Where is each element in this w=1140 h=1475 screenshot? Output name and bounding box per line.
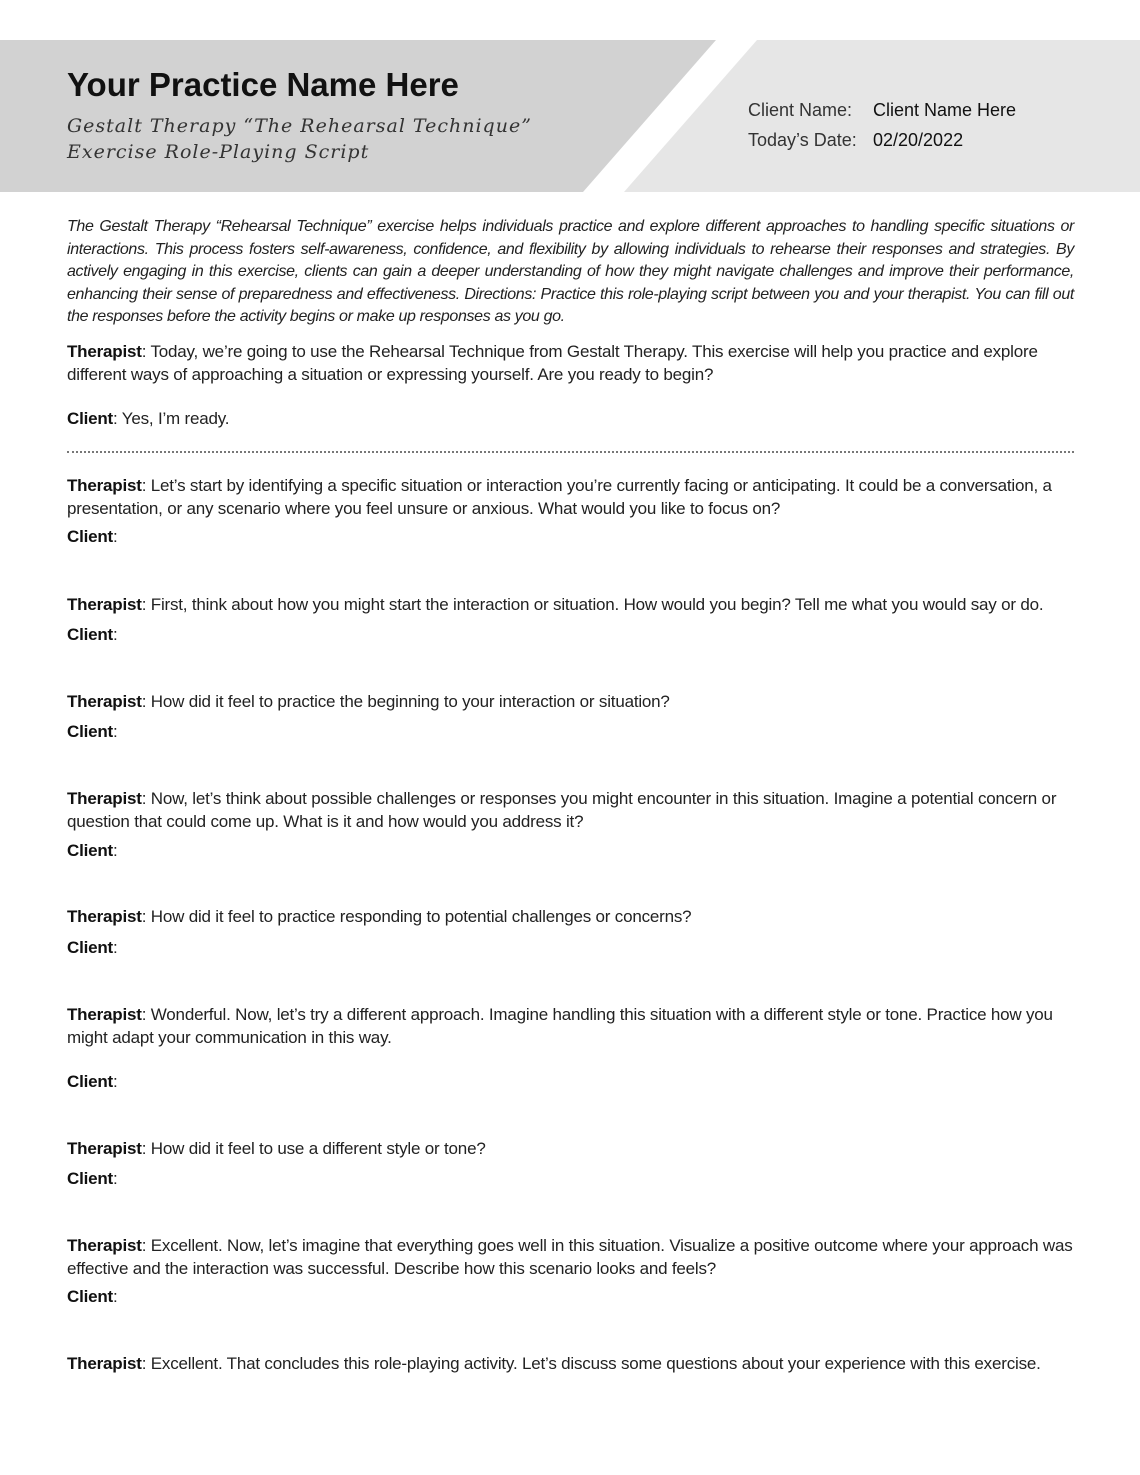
script-line-11 [67, 906, 1077, 929]
script-line-9 [67, 788, 1077, 833]
dialogue-text: : Excellent. That concludes this role-playing activity. Let’s discuss some questions about your experience with this exercise. [141, 1354, 1041, 1373]
script-line-17 [67, 1235, 1077, 1280]
script-line-3 [67, 475, 1077, 520]
dialogue-text: : How did it feel to practice the beginning to your interaction or situation? [141, 692, 670, 711]
dialogue-text: : First, think about how you might start the interaction or situation. How would you begin? Tell me what you would say or do. [141, 595, 1044, 614]
dialogue-text: : How did it feel to practice responding to potential challenges or concerns? [141, 907, 692, 926]
speaker-label: Therapist [67, 907, 142, 926]
speaker-label: Therapist [67, 476, 142, 495]
response-field[interactable]: : [113, 1072, 118, 1091]
client-response-6[interactable] [67, 1071, 1077, 1094]
dialogue-text: : Now, let’s think about possible challenges or responses you might encounter in this situation. Imagine a potential concern or question that could come up. What is it and how would you address it? [67, 789, 1057, 831]
client-response-1[interactable] [67, 526, 1077, 549]
client-response-8[interactable] [67, 1286, 1077, 1309]
response-field[interactable]: : [113, 722, 118, 741]
script-line-19 [67, 1353, 1077, 1376]
response-field[interactable]: : [113, 1169, 118, 1188]
date-label: Today’s Date: [748, 130, 857, 150]
speaker-label: Therapist [67, 692, 142, 711]
response-field[interactable]: : [113, 1287, 118, 1306]
client-response-3[interactable] [67, 721, 1077, 744]
dialogue-text: : Wonderful. Now, let’s try a different approach. Imagine handling this situation with a different style or tone. Practice how you might adapt your communication in this way. [67, 1005, 1053, 1047]
client-name-row [748, 95, 1016, 125]
response-field[interactable]: : [113, 527, 118, 546]
practice-name: Your Practice Name Here [67, 66, 459, 103]
script-line-15 [67, 1138, 1077, 1161]
response-field[interactable]: : [113, 625, 118, 644]
client-response-4[interactable] [67, 840, 1077, 863]
speaker-label: Client [67, 722, 114, 741]
client-name-field[interactable]: Client Name Here [873, 100, 1017, 120]
client-response-5[interactable] [67, 937, 1077, 960]
speaker-label: Client [67, 527, 114, 546]
client-info [748, 95, 1016, 155]
script-line-1 [67, 341, 1077, 386]
dialogue-text: : Excellent. Now, let’s imagine that everything goes well in this situation. Visualize a positive outcome where your approach was effective and the interaction was successful. Describe how this scenario looks and feels? [67, 1236, 1073, 1278]
dialogue-text: : Today, we’re going to use the Rehearsal Technique from Gestalt Therapy. This exercise will help you practice and explore different ways of approaching a situation or expressing yourself. Are you ready to begin? [67, 342, 1038, 384]
client-name-label: Client Name: [748, 100, 853, 120]
speaker-label: Therapist [67, 1236, 142, 1255]
speaker-label: Client [67, 1169, 114, 1188]
script-line-7 [67, 691, 1077, 714]
date-row [748, 125, 1016, 155]
speaker-label: Client [67, 1072, 114, 1091]
dialogue-text: : How did it feel to use a different style or tone? [141, 1139, 486, 1158]
script-line-13 [67, 1004, 1077, 1049]
dialogue-text: : Let’s start by identifying a specific situation or interaction you’re currently facing or anticipating. It could be a conversation, a presentation, or any scenario where you feel unsure or anxious. What would you like to focus on? [67, 476, 1052, 518]
speaker-label: Therapist [67, 342, 142, 361]
subtitle-line-2: Exercise Role-Playing Script [67, 141, 370, 163]
date-field[interactable]: 02/20/2022 [873, 130, 964, 150]
script-line-2 [67, 408, 1077, 431]
speaker-label: Client [67, 409, 114, 428]
speaker-label: Therapist [67, 1354, 142, 1373]
speaker-label: Therapist [67, 1005, 142, 1024]
speaker-label: Client [67, 1287, 114, 1306]
client-response-7[interactable] [67, 1168, 1077, 1191]
intro-paragraph: The Gestalt Therapy “Rehearsal Technique” exercise helps individuals practice and explore different approaches to handling specific situations or interactions. This process fosters self-awareness, confidence, and flexibility by allowing individuals to rehearse their responses and strategies. By actively engaging in this exercise, clients can gain a deeper understanding of how they might navigate challenges and improve their performance, enhancing their sense of preparedness and effectiveness. Directions: Practice this role-playing script between you and your therapist. You can fill out the responses before the activity begins or make up responses as you go. [67, 218, 1074, 325]
document-subtitle [67, 113, 532, 165]
speaker-label: Therapist [67, 595, 142, 614]
response-field[interactable]: : [113, 938, 118, 957]
client-response-2[interactable] [67, 624, 1077, 647]
speaker-label: Client [67, 938, 114, 957]
subtitle-line-1: Gestalt Therapy “The Rehearsal Technique” [67, 115, 532, 137]
speaker-label: Therapist [67, 789, 142, 808]
response-field[interactable]: : [113, 841, 118, 860]
speaker-label: Client [67, 625, 114, 644]
speaker-label: Therapist [67, 1139, 142, 1158]
dialogue-text: : Yes, I’m ready. [113, 409, 230, 428]
speaker-label: Client [67, 841, 114, 860]
script-line-5 [67, 594, 1077, 617]
dotted-divider [67, 451, 1074, 453]
